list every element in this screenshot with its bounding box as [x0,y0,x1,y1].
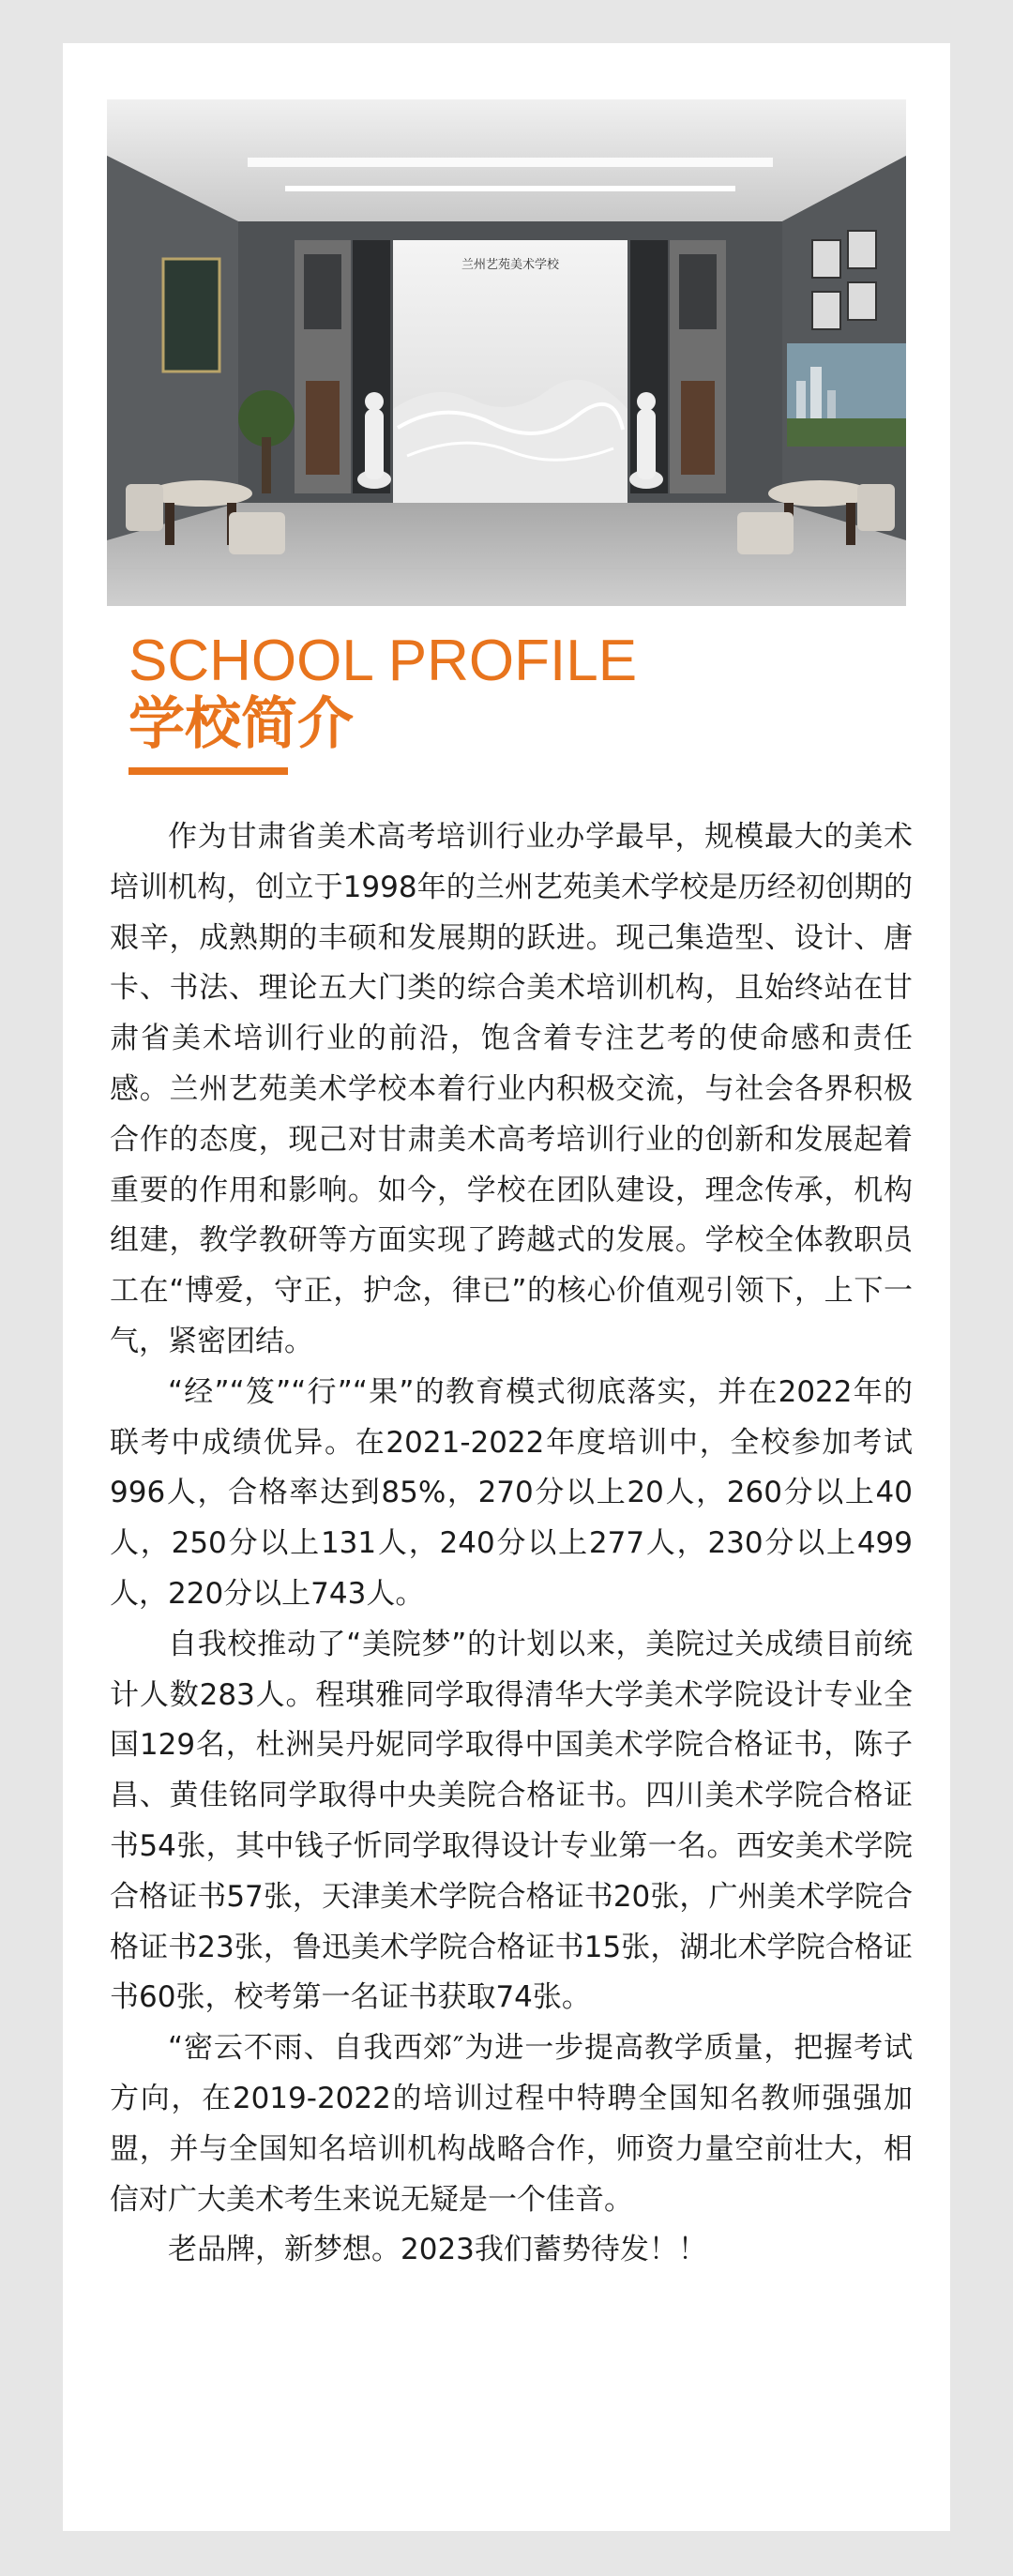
paragraph-academy-admissions: 自我校推动了“美院梦”的计划以来，美院过关成绩目前统计人数283人。程琪雅同学取得清华大学美术学院设计专业全国129名，杜洲吴丹妮同学取得中国美术学院合格证书，陈子昌、黄佳铭同学取得中央美院合格证书。四川美术学院合格证书54张，其中钱子忻同学取得设计专业第一名。西安美术学院合格证书57张，天津美术学院合格证书20张，广州美术学院合格证书23张，鲁迅美术学院合格证书15张，湖北术学院合格证书60张，校考第一名证书获取74张。 [110,1627,913,2015]
paragraph-results: “经”“笈”“行”“果”的教育模式彻底落实，并在2022年的联考中成绩优异。在2021-2022年度培训中，全校参加考试996人，合格率达到85%，270分以上20人，260分以上40人，250分以上131人，240分以上277人，230分以上499人，220分以上743人。 [110,1374,913,1611]
profile-body [110,812,913,2276]
heading-underline [129,767,288,775]
photo-sign-text: 兰州艺苑美术学校 [461,258,560,272]
heading-chinese: 学校简介 [129,691,354,757]
paragraph-history: 作为甘肃省美术高考培训行业办学最早，规模最大的美术培训机构，创立于1998年的兰州艺苑美术学校是历经初创期的艰辛，成熟期的丰硕和发展期的跃进。现己集造型、设计、唐卡、书法、理论五大门类的综合美术培训机构，且始终站在甘肃省美术培训行业的前沿，饱含着专注艺考的使命感和责任感。兰州艺苑美术学校本着行业内积极交流，与社会各界积极合作的态度，现己对甘肃美术高考培训行业的创新和发展起着重要的作用和影响。如今，学校在团队建设，理念传承，机构组建，教学教研等方面实现了跨越式的发展。学校全体教职员工在“博爱，守正，护念，律已”的核心价值观引领下，上下一气，紧密团结。 [110,820,913,1358]
school-lobby-photo [107,99,906,606]
paragraph-faculty: “密云不雨、自我西郊″为进一步提高教学质量，把握考试方向，在2019-2022的培训过程中特聘全国知名教师强强加盟，并与全国知名培训机构战略合作，师资力量空前壮大，相信对广大美术考生来说无疑是一个佳音。 [110,2031,913,2217]
heading-english: SCHOOL PROFILE [129,629,638,693]
paragraph-closing: 老品牌，新梦想。2023我们蓄势待发！！ [168,2233,707,2267]
